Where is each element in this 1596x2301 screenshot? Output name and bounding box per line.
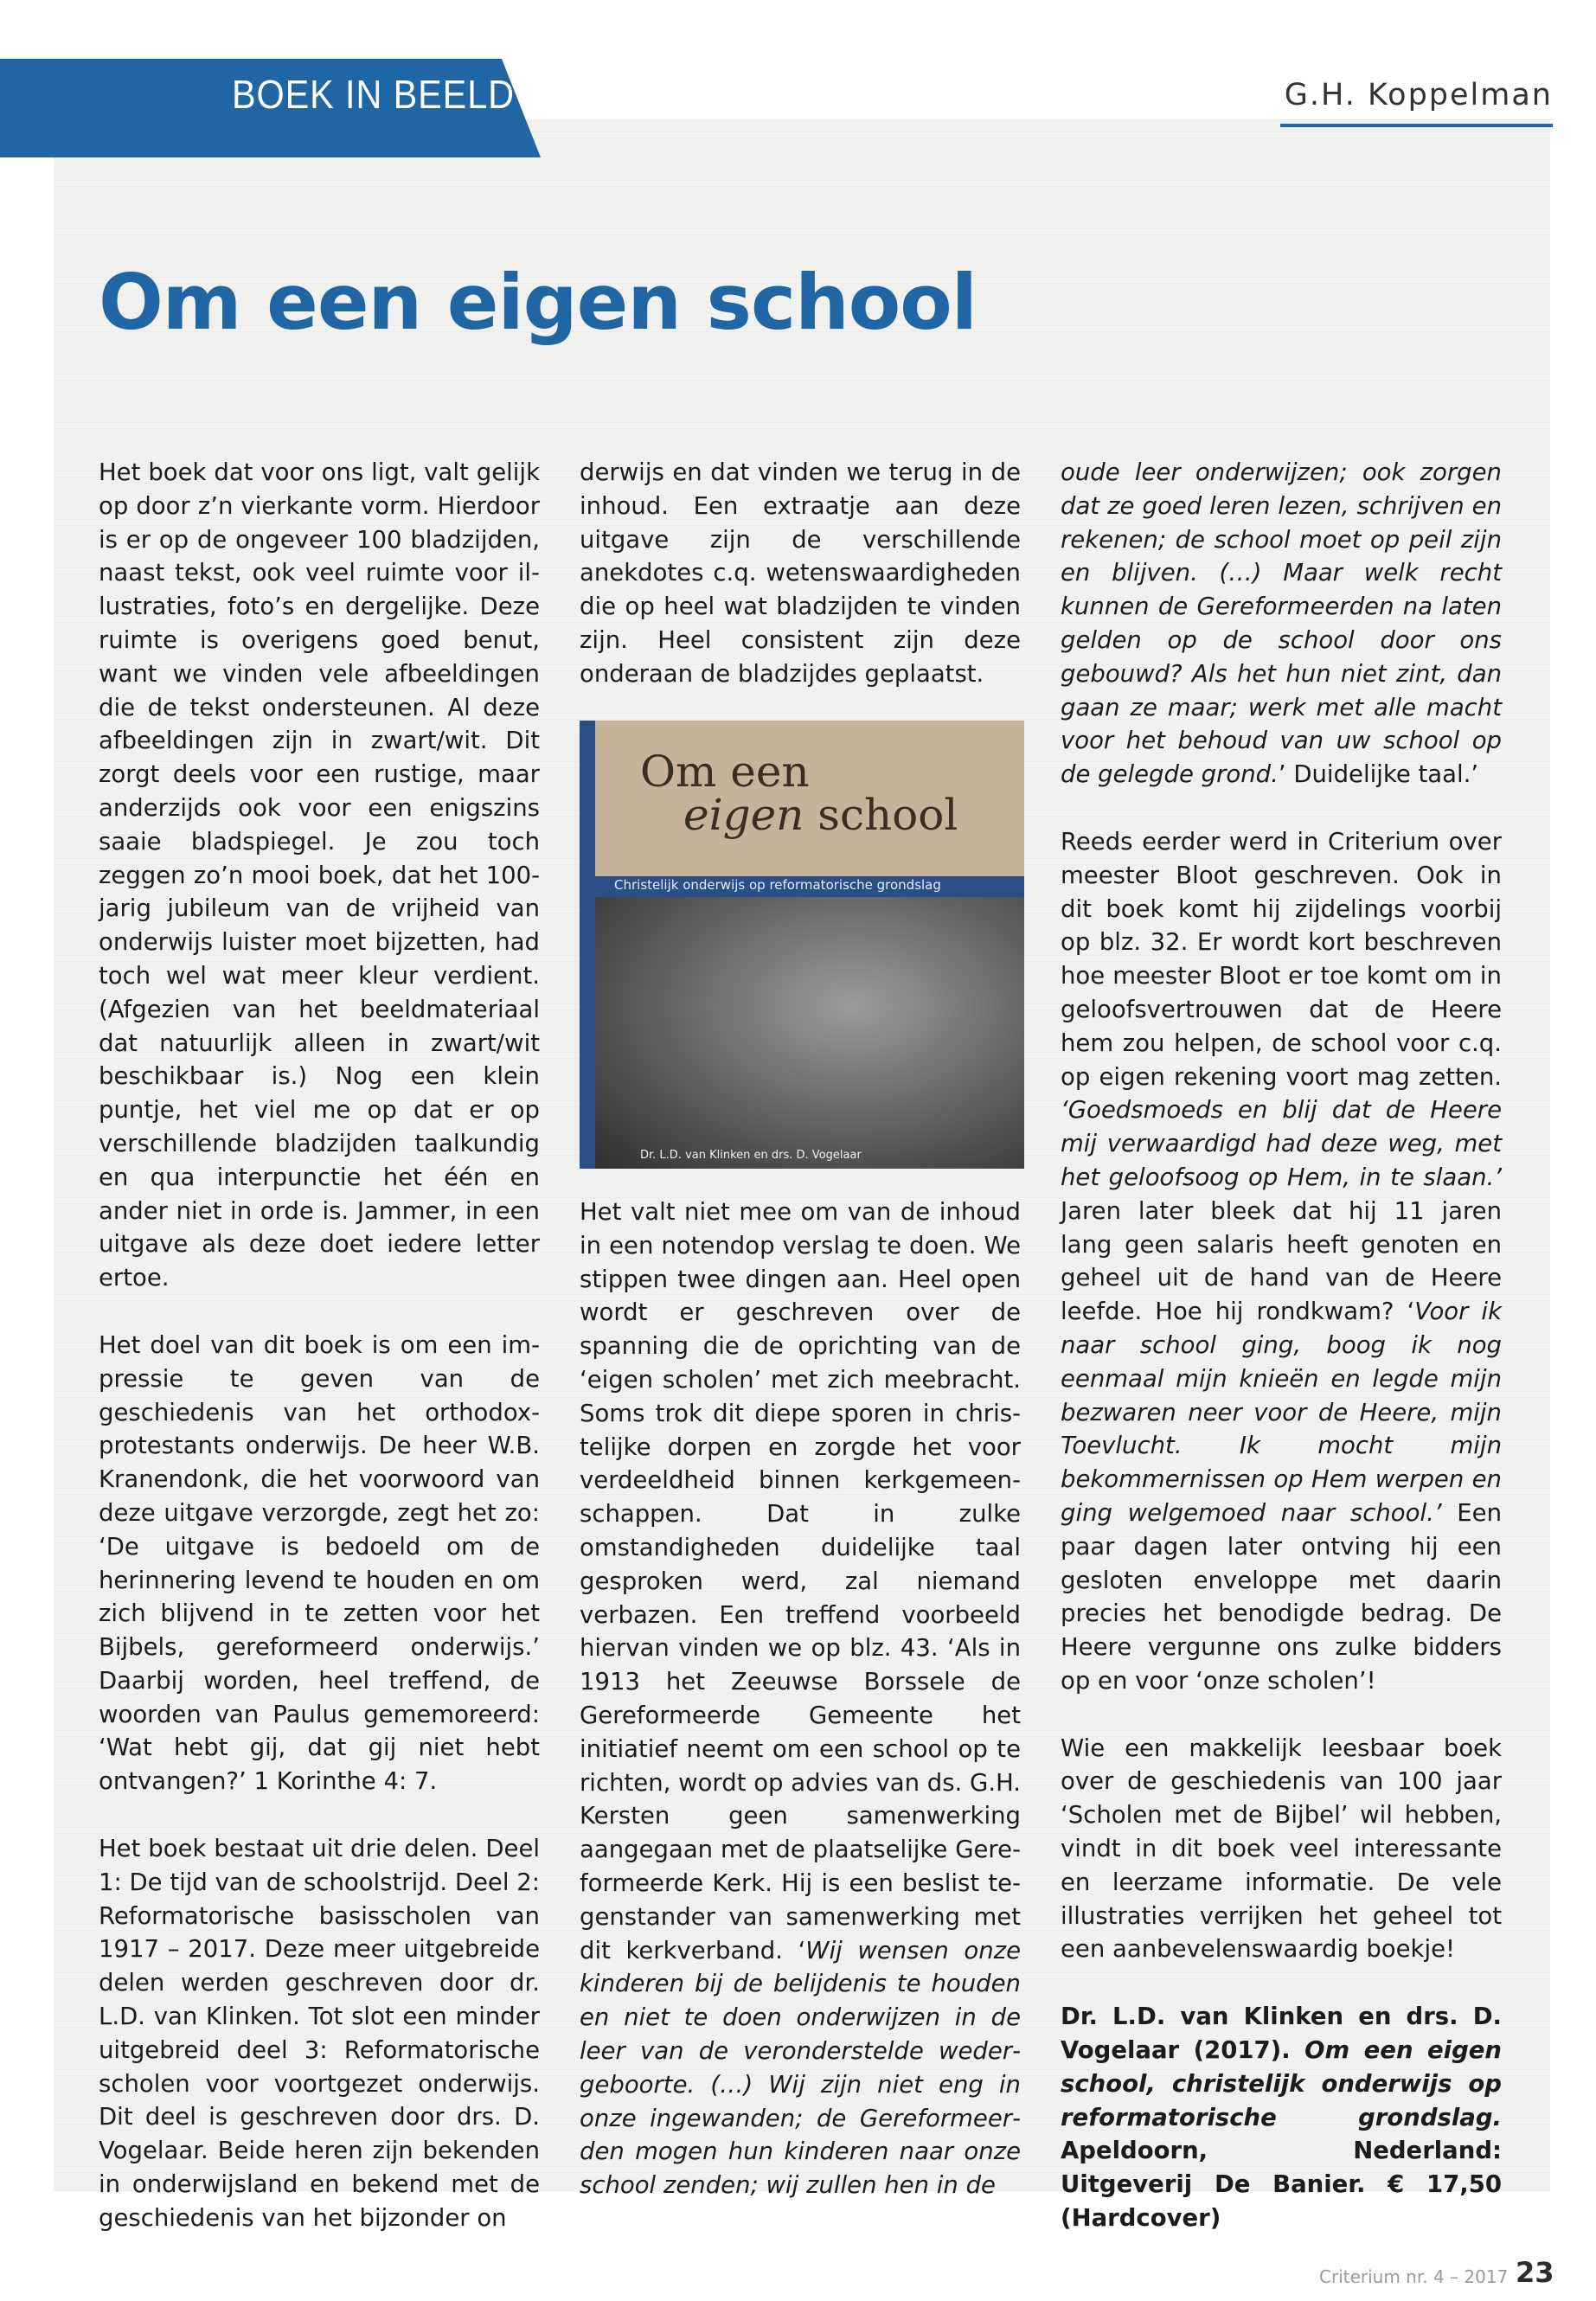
paragraph [580,1195,1021,2202]
cover-title-line-2 [683,790,958,840]
cover-title-italic: eigen [683,790,804,840]
paragraph: Het doel van dit boek is om een impressie te geven van de geschiedenis van het orthodox-protestants onderwijs. De heer W.B. Kranendonk, die het voorwoord van deze uitgave verzorgde, zegt het zo: ‘De uitgave is bedoeld om de herinnering levend te houden en om zich blijvend in te zetten voor het Bijbels, gereformeerd onderwijs.’ Daarbij worden, heel treffend, de woorden van Paulus gememoreerd: ‘Wat hebt gij, dat gij niet hebt ontvangen?’ 1 Korinthe 4: 7. [99,1330,540,1796]
text-run: ’ Duidelijke taal.’ [1278,760,1479,789]
classroom-photo [595,897,1024,1169]
cover-title-rest: school [804,790,958,840]
author-name: G.H. Koppelman [1284,78,1553,112]
paragraph [1061,825,1502,1698]
column-2-continued [580,1195,1021,2202]
text-run: Reeds eerder werd in Criterium over meester Bloot geschreven. Ook in dit boek komt hij zijdelings voorbij op blz. 32. Er wordt kort beschreven hoe meester Bloot er toe komt om in geloofsvertrouwen dat de Heere hem zou helpen, de school voor c.q. op eigen rekening voort mag zetten. [1061,827,1502,1091]
paragraph: Het boek dat voor ons ligt, valt gelijk op door z’n vierkante vorm. Hierdoor is er op de ongeveer 100 bladzijden, naast tekst, ook veel ruimte voor illustraties, foto’s en dergelijke. Deze ruimte is overigens goed benut, want we vinden vele afbeeldingen die de tekst ondersteunen. Al deze afbeeldingen zijn in zwart/wit. Dit zorgt deels voor een rustige, maar anderzijds ook voor een enigszins saaie bladspiegel. Je zou toch zeggen zo’n mooi boek, dat het 100-jarig jubileum van de vrijheid van onderwijs luister moet bijzetten, had toch wel wat meer kleur verdient. (Afgezien van het beeldmateriaal dat natuurlijk alleen in zwart/wit beschikbaar is.) Nog een klein puntje, het viel me op dat er op verschillende bladzijden taalkundig en qua interpunctie het één en ander niet in orde is. Jammer, in een uitgave als deze doet iedere letter ertoe. [99,458,540,1292]
book-cover-image [580,721,1024,1169]
publication-info: Criterium nr. 4 – 2017 [1319,2266,1509,2287]
quote-italic: oude leer onderwijzen; ook zorgen dat ze goed leren lezen, schrijven en rekenen; de school moet op peil zijn en blijven. (…) Maar welk recht kunnen de Gereformeerden na laten gelden op de school door ons gebouwd? Als het hun niet zint, dan gaan ze maar; werk met alle macht voor het behoud van uw school op de gelegde grond. [1061,458,1502,789]
paragraph: Wie een makkelijk leesbaar boek over de geschiedenis van 100 jaar ‘Scholen met de Bijbel’ wil hebben, vindt in dit boek veel interessante en leerzame informatie. De vele illustraties verrijken het geheel tot een aanbevelenswaardig boekje! [1061,1734,1502,1964]
bibliography [1061,2000,1502,2235]
text-run: Jaren later bleek dat hij 11 jaren lang geen salaris heeft genoten en geheel uit de hand van de Heere leefde. Hoe hij rondkwam? ‘ [1061,1196,1502,1326]
text-run: Apeldoorn, Nederland: Uitgeverij De Banier. € 17,50 (Hardcover) [1061,2137,1502,2233]
paragraph [1061,456,1502,792]
text-run: Dr. L.D. van Klinken en drs. D. Vogelaar (2017). [1061,2003,1502,2065]
article-title: Om een eigen school [99,258,977,347]
column-2 [580,456,1021,725]
column-1 [99,456,540,2269]
book-title-italic: Om een eigen school, christelijk onderwijs op reformatorische grondslag. [1061,2036,1502,2131]
text-run: Een paar dagen later ontving hij een gesloten enveloppe met daarin precies het benodigde bedrag. De Heere vergunne ons zulke bidders op en voor ‘onze scholen’! [1061,1498,1502,1695]
quote-italic: Voor ik naar school ging, boog ik nog eenmaal mijn knieën en legde mijn bezwaren neer voor de Heere, mijn Toevlucht. Ik mocht mijn bekommernissen op Hem werpen en ging welgemoed naar school.’ [1061,1298,1502,1527]
cover-authors: Dr. L.D. van Klinken en drs. D. Vogelaar [640,1149,862,1162]
column-3 [1061,456,1502,2269]
cover-subtitle: Christelijk onderwijs op reformatorische grondslag [614,877,941,893]
paragraph: derwijs en dat vinden we terug in de inhoud. Een extraatje aan deze uitgave zijn de verschillende anekdotes c.q. wetenswaardigheden die op heel wat bladzijden te vinden zijn. Heel consistent zijn deze onderaan de bladzijdes geplaatst. [580,458,1021,688]
paragraph: Het boek bestaat uit drie delen. Deel 1: De tijd van de schoolstrijd. Deel 2: Reformatorische basisscholen van 1917 – 2017. Deze meer uitgebreide delen werden geschreven door dr. L.D. van Klinken. Tot slot een minder uitgebreid deel 3: Reformatorische scholen voor voortgezet onderwijs. Dit deel is geschreven door drs. D. Vogelaar. Beide heren zijn bekenden in onderwijsland en bekend met de geschiedenis van het bijzonder on [99,1835,540,2232]
section-label: BOEK IN BEELD [232,72,515,117]
text-run: Het valt niet mee om van de inhoud in een notendop verslag te doen. We stippen twee dingen aan. Heel open wordt er geschreven over de spanning die de oprichting van de ‘eigen scholen’ met zich meebracht. Soms trok dit diepe sporen in christelijke dorpen en zorgde het voor verdeeldheid binnen kerkgemeenschappen. Dat in zulke omstandigheden duidelijke taal gesproken werd, zal niemand verbazen. Een treffend voorbeeld hiervan vinden we op blz. 43. ‘Als in 1913 het Zeeuwse Borssele de Gereformeerde Gemeente het initiatief neemt om een school op te richten, wordt op advies van ds. G.H. Kersten geen samenwerking aangegaan met de plaatselijke Gereformeerde Kerk. Hij is een beslist tegenstander van samenwerking met dit kerkverband. ‘ [580,1198,1022,1965]
quote-italic: Wij wensen onze kinderen bij de belijdenis te houden en niet te doen onderwijzen in de leer van de veronderstelde wedergeboorte. (…) Wij zijn niet eng in onze ingewanden; de Gereformeerden mogen hun kinderen naar onze school zenden; wij zullen hen in de [580,1936,1021,2200]
author-rule [1280,124,1553,127]
page-number: 23 [1516,2256,1554,2289]
cover-title-line-1: Om een [640,747,810,797]
quote-italic: ‘Goedsmoeds en blij dat de Heere mij verwaardigd had deze weg, met het geloofsoog op Hem, in te slaan.’ [1061,1096,1502,1191]
